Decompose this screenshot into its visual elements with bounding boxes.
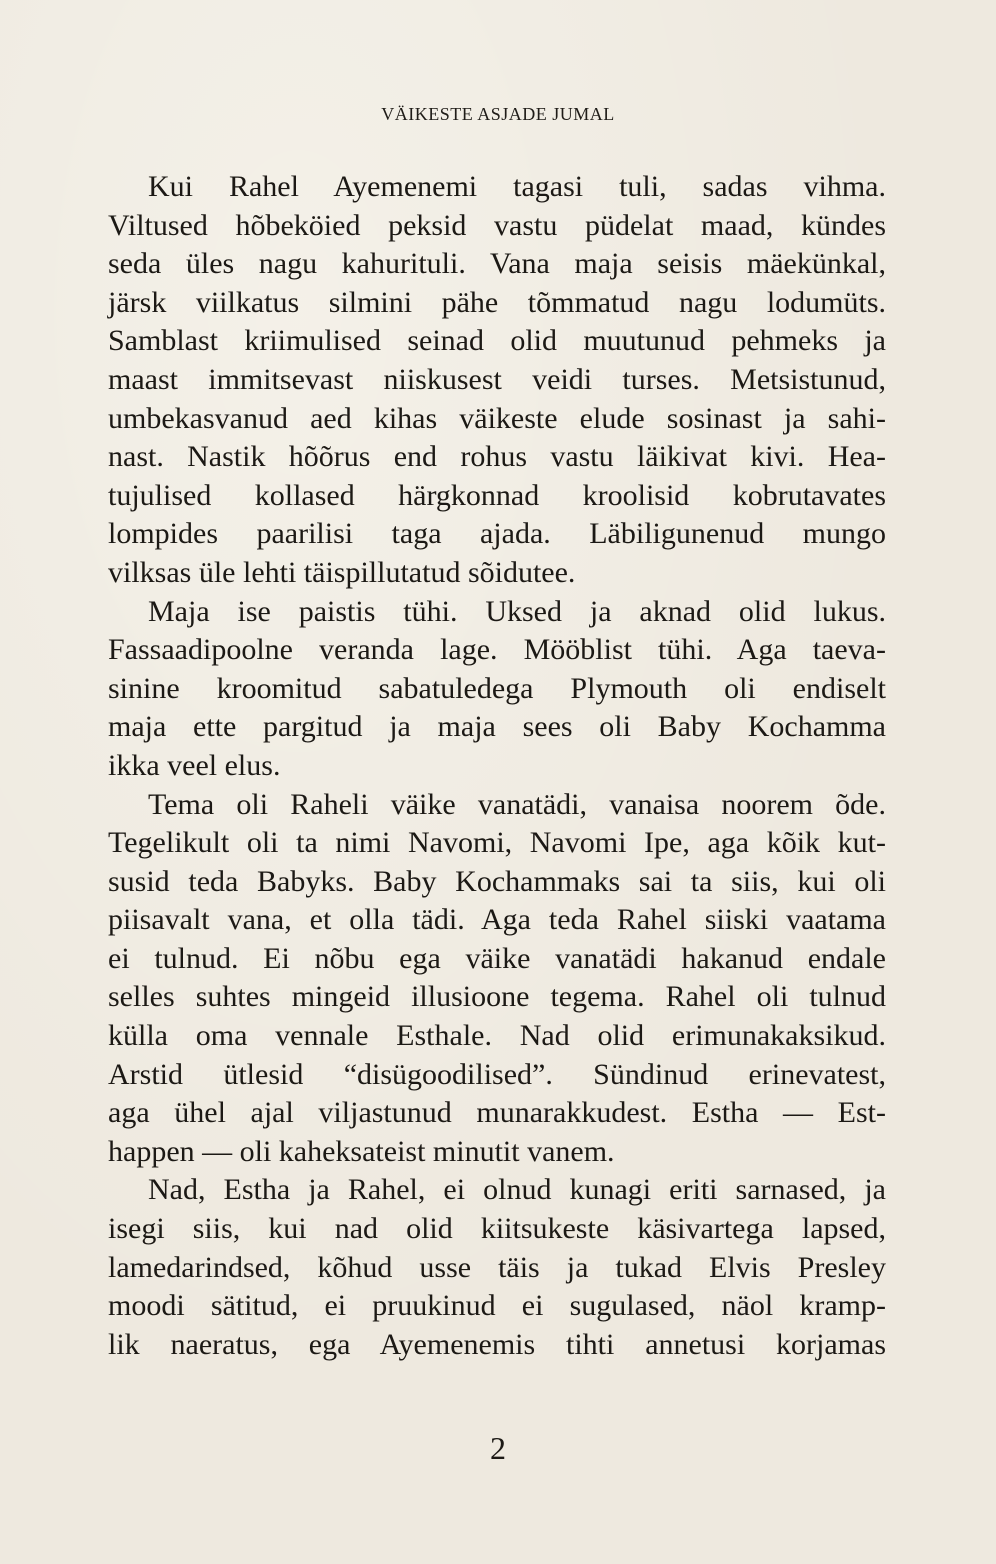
text-line: Nad, Estha ja Rahel, ei olnud kunagi eriti sarnased, ja	[148, 1173, 886, 1207]
text-line: maja ette pargitud ja maja sees oli Baby Kochamma	[108, 710, 886, 744]
text-line: sinine kroomitud sabatuledega Plymouth oli endiselt	[108, 671, 886, 705]
text-line: lamedarindsed, kõhud usse täis ja tukad Elvis Presley	[108, 1250, 886, 1284]
text-line: piisavalt vana, et olla tädi. Aga teda Rahel siiski vaatama	[108, 903, 886, 937]
text-line: Arstid ütlesid “disügoodilised”. Sündinud erinevatest,	[108, 1057, 886, 1091]
text-line: Tema oli Raheli väike vanatädi, vanaisa noorem õde.	[148, 787, 886, 821]
body-text	[108, 168, 886, 1364]
page-number: 2	[490, 1430, 506, 1466]
text-line: lik naeratus, ega Ayemenemis tihti annetusi korjamas	[108, 1327, 886, 1361]
text-line: Maja ise paistis tühi. Uksed ja aknad olid lukus.	[148, 594, 886, 628]
text-line: vilksas üle lehti täispillutatud sõidutee.	[108, 555, 576, 589]
text-line: susid teda Babyks. Baby Kochammaks sai ta siis, kui oli	[108, 864, 886, 898]
text-line: Viltused hõbeköied peksid vastu püdelat maad, kündes	[108, 208, 886, 242]
text-line: Kui Rahel Ayemenemi tagasi tuli, sadas vihma.	[148, 170, 886, 203]
text-line: lompides paarilisi taga ajada. Läbiligunenud mungo	[108, 517, 886, 551]
text-line: aga ühel ajal viljastunud munarakkudest. Estha — Est-	[108, 1096, 886, 1130]
text-line: happen — oli kaheksateist minutit vanem.	[108, 1134, 615, 1168]
text-line: külla oma vennale Esthale. Nad olid erimunakaksikud.	[108, 1019, 886, 1053]
text-line: umbekasvanud aed kihas väikeste elude sosinast ja sahi-	[108, 401, 886, 435]
text-line: Fassaadipoolne veranda lage. Mööblist tühi. Aga taeva-	[108, 633, 886, 667]
text-line: järsk viilkatus silmini pähe tõmmatud nagu lodumüts.	[108, 285, 886, 319]
text-line: isegi siis, kui nad olid kiitsukeste käsivartega lapsed,	[108, 1212, 886, 1246]
text-line: seda üles nagu kahurituli. Vana maja seisis mäekünkal,	[108, 247, 886, 281]
text-line: ikka veel elus.	[108, 748, 281, 782]
text-line: Samblast kriimulised seinad olid muutunud pehmeks ja	[108, 324, 886, 358]
text-line: moodi sätitud, ei pruukinud ei sugulased, näol kramp-	[108, 1289, 886, 1323]
running-head: VÄIKESTE ASJADE JUMAL	[381, 104, 615, 124]
text-line: nast. Nastik hõõrus end rohus vastu läikivat kivi. Hea-	[108, 440, 886, 474]
text-line: selles suhtes mingeid illusioone tegema. Rahel oli tulnud	[108, 980, 886, 1014]
text-line: maast immitsevast niiskusest veidi turses. Metsistunud,	[108, 362, 886, 396]
text-line: tujulised kollased härgkonnad kroolisid kobrutavates	[108, 478, 886, 512]
text-line: ei tulnud. Ei nõbu ega väike vanatädi hakanud endale	[108, 941, 886, 975]
text-line: Tegelikult oli ta nimi Navomi, Navomi Ipe, aga kõik kut-	[108, 826, 886, 860]
